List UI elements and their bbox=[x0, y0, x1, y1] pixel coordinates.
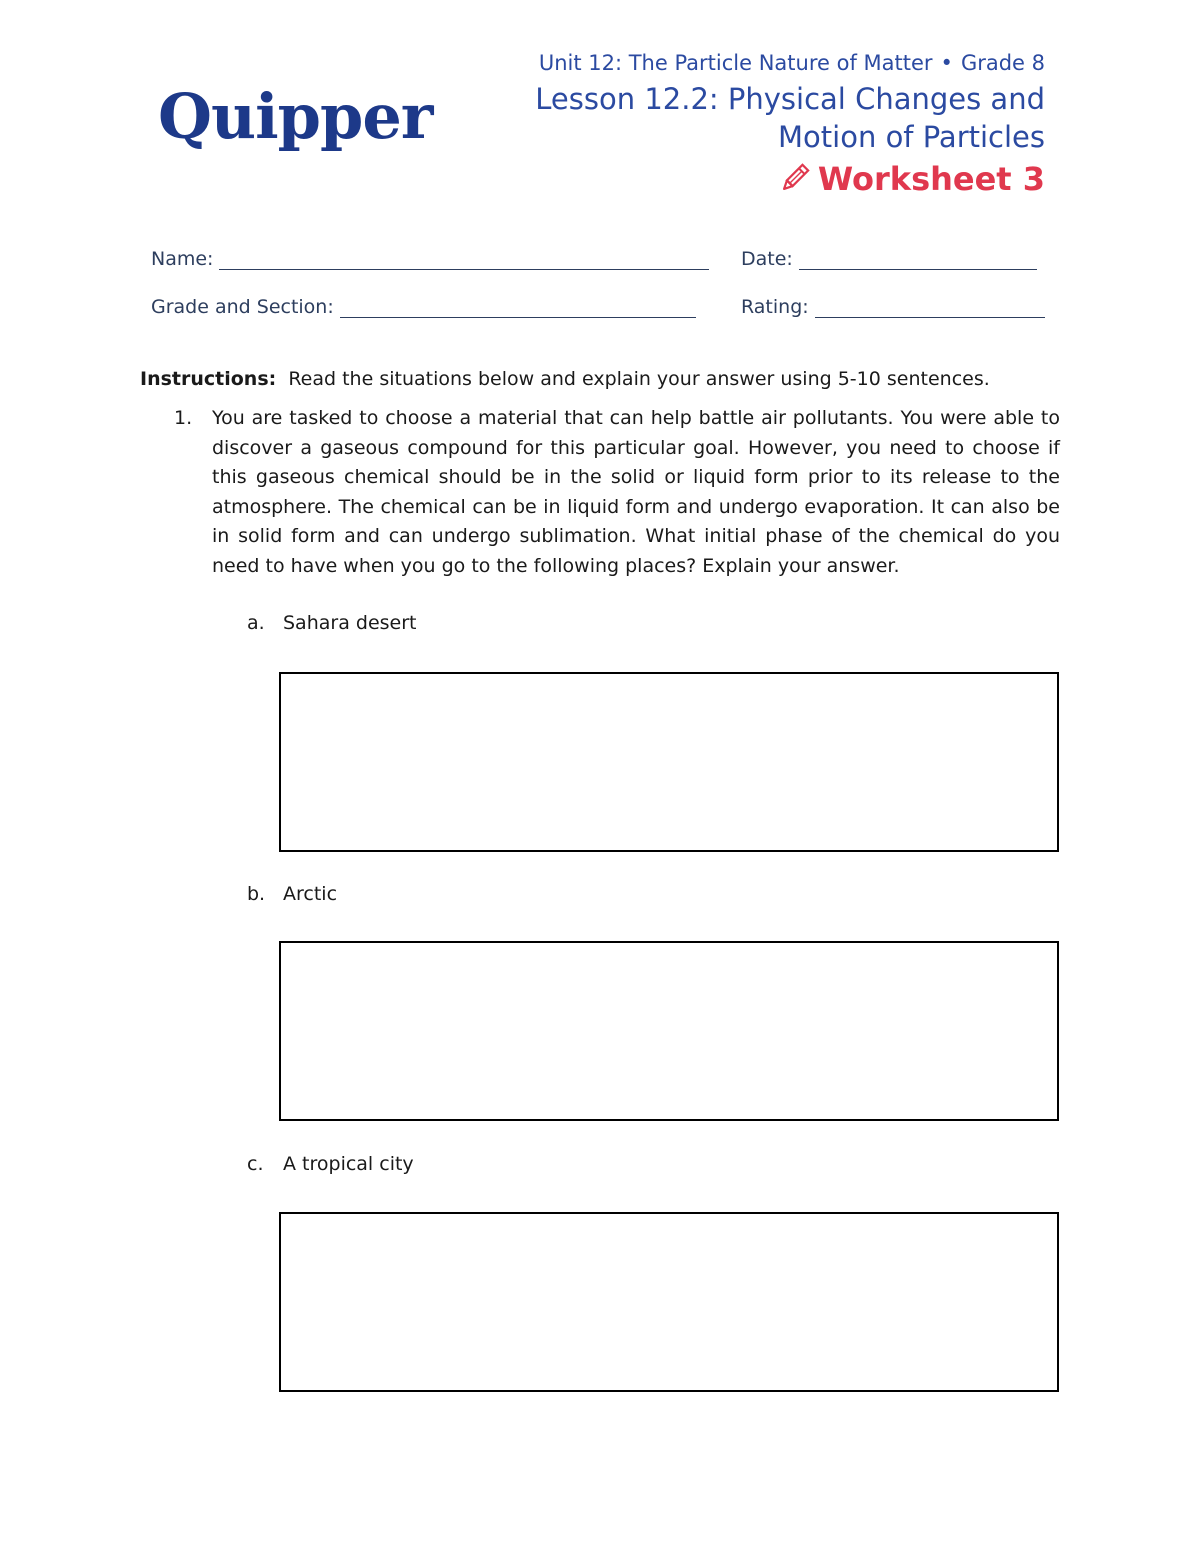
unit-title: Unit 12: The Particle Nature of Matter bbox=[538, 51, 933, 75]
rating-line[interactable] bbox=[815, 297, 1045, 318]
pencil-icon bbox=[776, 161, 812, 197]
name-label: Name: bbox=[151, 248, 214, 270]
part-letter: c. bbox=[247, 1153, 264, 1175]
date-label: Date: bbox=[741, 248, 793, 270]
question-1 bbox=[174, 404, 1060, 582]
rating-field[interactable] bbox=[741, 296, 1045, 318]
grade-section-field[interactable] bbox=[151, 296, 696, 318]
grade-section-line[interactable] bbox=[340, 297, 696, 318]
part-label: A tropical city bbox=[283, 1153, 414, 1175]
answer-box-c[interactable] bbox=[279, 1212, 1059, 1392]
part-label: Sahara desert bbox=[283, 612, 417, 634]
name-field[interactable] bbox=[151, 248, 709, 270]
rating-label: Rating: bbox=[741, 296, 809, 318]
part-letter: a. bbox=[247, 612, 265, 634]
question-text: You are tasked to choose a material that can help battle air pollutants. You were able to discover a gaseous compound for this particular goal. However, you need to choose if this gaseous chemical should be in the solid or liquid form prior to its release to the atmosphere. The chemical can be in liquid form and undergo evaporation. It can also be in solid form and can undergo sublimation. What initial phase of the chemical do you need to have when you go to the following places? Explain your answer. bbox=[212, 407, 1060, 577]
instructions bbox=[140, 366, 1060, 392]
question-number: 1. bbox=[174, 407, 193, 429]
grade-section-label: Grade and Section: bbox=[151, 296, 334, 318]
date-field[interactable] bbox=[741, 248, 1037, 270]
date-line[interactable] bbox=[799, 249, 1037, 270]
answer-box-b[interactable] bbox=[279, 941, 1059, 1121]
grade-label: Grade 8 bbox=[960, 51, 1045, 75]
lesson-title bbox=[535, 80, 1045, 156]
worksheet-label bbox=[535, 160, 1045, 198]
worksheet-header bbox=[535, 48, 1045, 198]
part-label: Arctic bbox=[283, 883, 338, 905]
lesson-title-line1: Lesson 12.2: Physical Changes and bbox=[535, 82, 1045, 116]
worksheet-title: Worksheet 3 bbox=[817, 160, 1045, 198]
instructions-label: Instructions: bbox=[140, 368, 277, 390]
part-letter: b. bbox=[247, 883, 266, 905]
instructions-text: Read the situations below and explain your answer using 5-10 sentences. bbox=[288, 368, 990, 390]
separator-dot: • bbox=[940, 51, 953, 75]
answer-box-a[interactable] bbox=[279, 672, 1059, 852]
unit-line bbox=[535, 48, 1045, 78]
name-line[interactable] bbox=[219, 249, 709, 270]
quipper-logo: Quipper bbox=[158, 80, 433, 153]
lesson-title-line2: Motion of Particles bbox=[778, 120, 1045, 154]
